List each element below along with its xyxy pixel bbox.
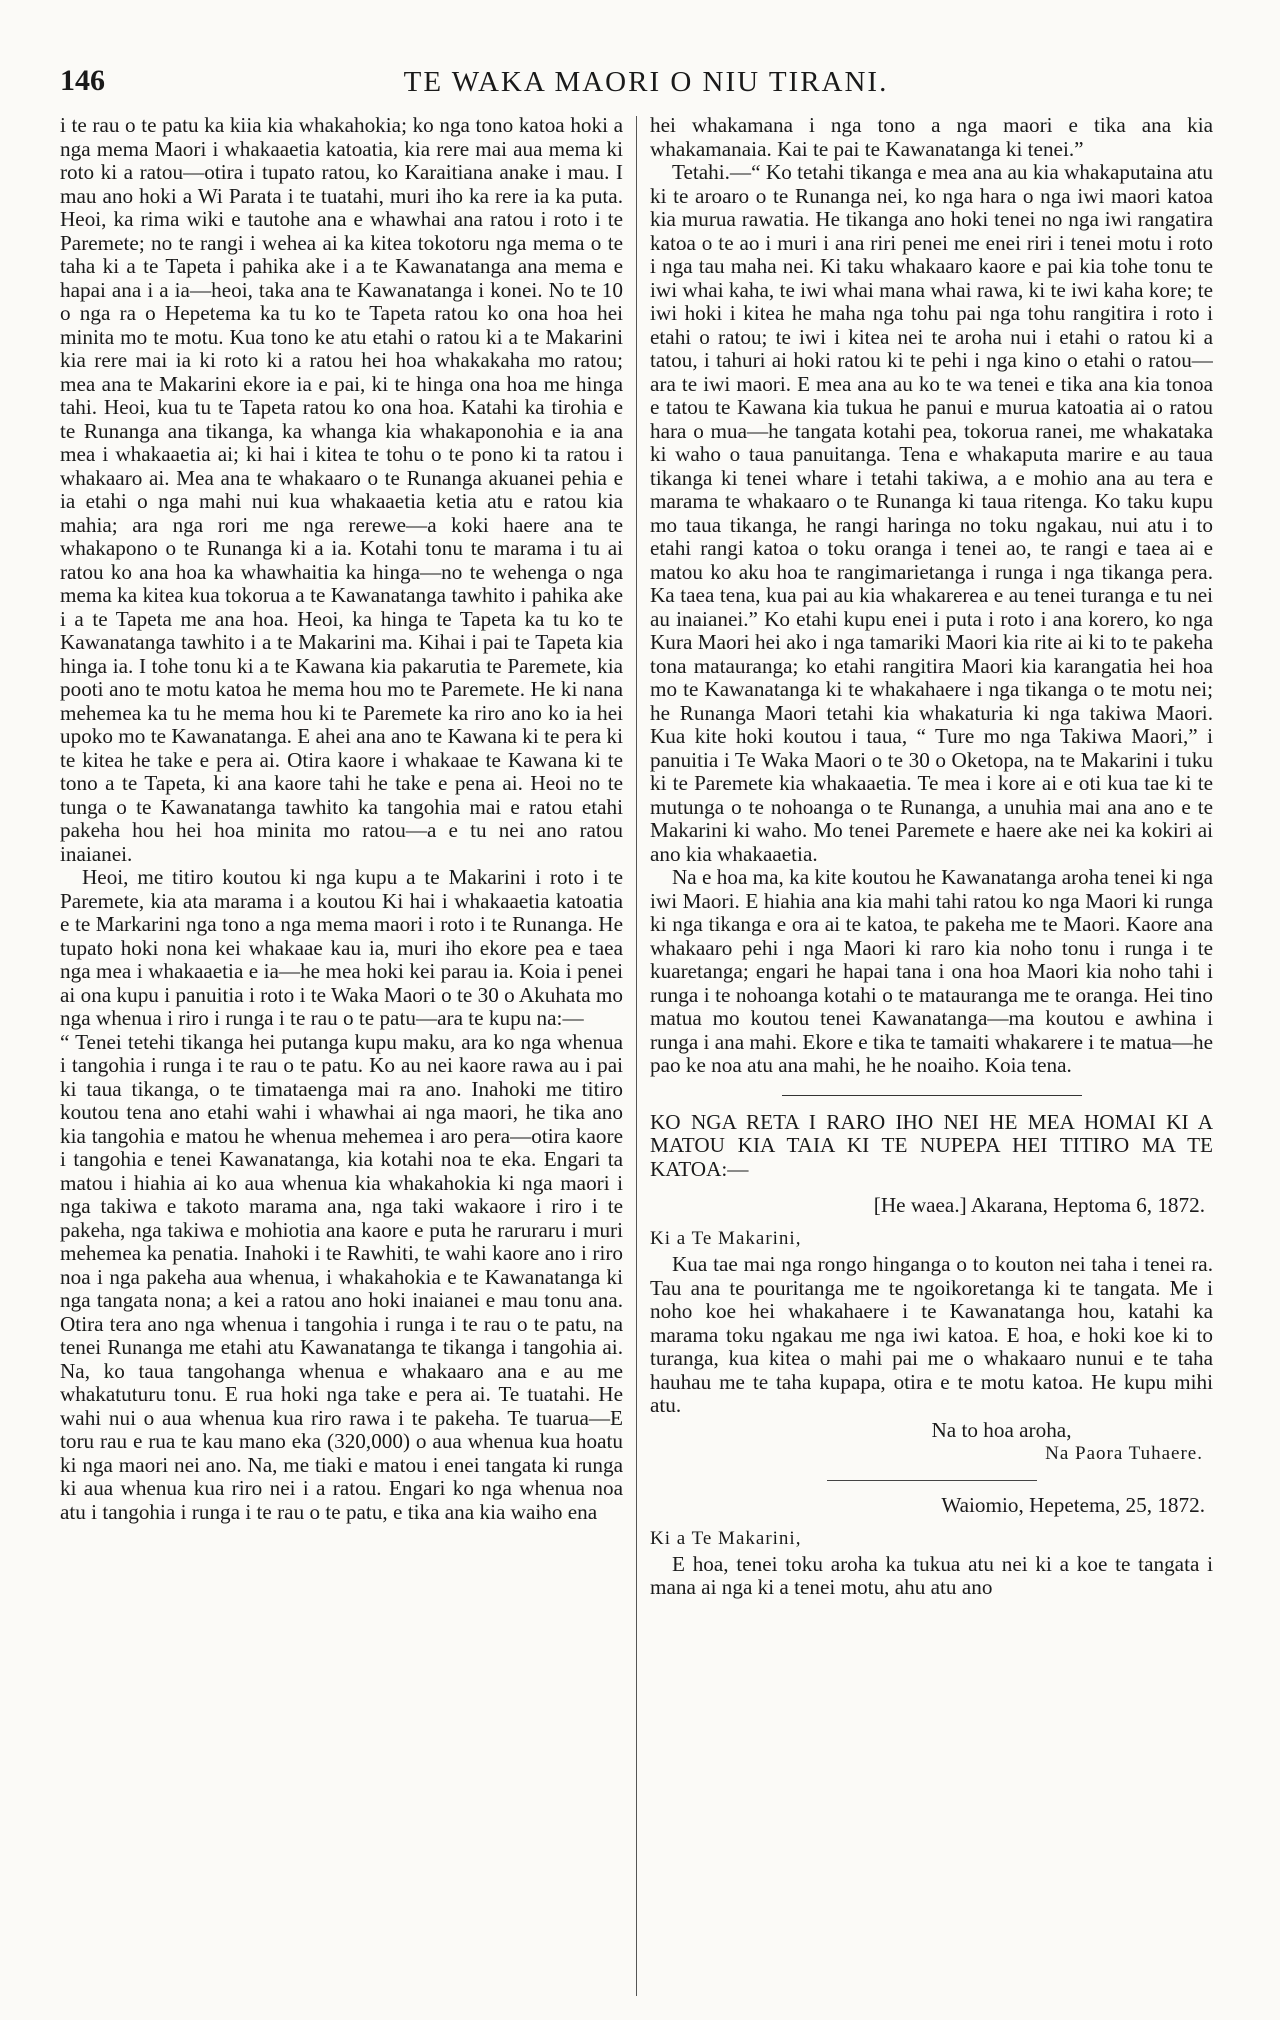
letter-rule (827, 1480, 1037, 1481)
letter2-dateline: Waiomio, Hepetema, 25, 1872. (941, 1492, 1205, 1517)
letter1-dateline: [He waea.] Akarana, Heptoma 6, 1872. (873, 1193, 1205, 1217)
right-column (650, 114, 1213, 1600)
section-rule (782, 1095, 1082, 1096)
left-quote: “ Tenei tetehi tikanga hei putanga kupu maku, ara ko nga whenua i tangohia i runga i te rau o te patu. Ko au nei kaore rawa au i pai ki taua tikanga, o te timataenga mai ra ano. Inahoki me titiro koutou tena ano etahi wahi i whawhai ai nga maori, he tika ano kia tangohia e matou he whenua mehemea i aro pera—otira kaore i tangohia e tenei Kawanatanga, kia kotahi noa te eka. Engari ta matou i hiahia ai ko aua whenua kia whakahokia ki nga maori i nga takiwa e takoto marama ana, nga taki wakaore i riro i te pakeha, nga takiwa e mohiotia ana kaore e puta he raruraru i muri mehemea ka penatia. Inahoki i te Rawhiti, te wahi kaore ano i riro noa i nga pakeha aua whenua, i whakahokia e te Kawanatanga ki nga tangata nona; a kei a ratou ano hoki inaianei e mau tonu ana. Otira tera ano nga whenua i tangohia i runga i te rau o te patu, na tenei Runanga me etahi atu Kawanatanga te tikanga i tangohia ai. Na, ko taua tangohanga whenua e whakaaro ana e au me whakatuturu tonu. E rua hoki nga take e pera ai. Te tuatahi. He wahi nui o aua whenua kua riro rawa i te pakeha. Te tuarua—E toru rau e rua te kau mano eka (320,000) o aua whenua kua hoatu ki nga maori nei ano. Na, me tiaki e matou i enei tangata ki runga ki aua whenua kua riro nei i a ratou. Engari ko nga whenua noa atu i tangohia i runga i te rau o te patu, e tika ana kia waiho ena (60, 1029, 623, 1524)
running-head (60, 62, 1232, 104)
letters-section-heading: KO NGA RETA I RARO IHO NEI HE MEA HOMAI KI A MATOU KIA TAIA KI TE NUPEPA HEI TITIRO MA TE KATOA:— (650, 1109, 1213, 1181)
letter1-signature: Na Paora Tuhaere. (1045, 1442, 1203, 1464)
right-paragraph-3: Na e hoa ma, ka kite koutou he Kawanatanga aroha tenei ki nga iwi Maori. E hiahia ana kia mahi tahi ratou ko nga Maori ki runga ki nga tikanga e ora ai te katoa, te pakeha me te Maori. Kaore ana whakaaro pehi i nga Maori ki raro kia noho tonu i runga i te kuaretanga; engari he hapai tana i ona hoa Maori kia noho tahi i runga i te nohoanga kotahi o te matauranga me te oranga. Hei tino matua mo koutou tenei Kawanatanga—ma koutou e awhina i runga i ana mahi. Ekore e tika te tamaiti whakarere i te matua—he pao ke noa atu ana mahi, he he noaiho. Koia tena. (650, 865, 1213, 1077)
letter1-salutation: Ki a Te Makarini, (650, 1228, 802, 1249)
right-paragraph-2: Tetahi.—“ Ko tetahi tikanga e mea ana au kia whakaputaina atu ki te aroaro o te Runanga nei, ko nga hara o nga iwi maori katoa kia murua rawatia. He tikanga ano hoki tenei no nga iwi rangatira katoa o te ao i muri i ana riri penei me enei riri i tenei motu i roto i nga tau maha nei. Ki taku whakaaro kaore e pai kia tohe tonu te iwi whai kaha, te iwi whai mana whai rawa, ki te iwi kaha kore; te iwi hoki i kitea he maha nga tohu pai nga tohu rangitira i roto i etahi o ratou; te iwi i kitea nei te aroha nui i etahi o ratou ki a tatou, i tahuri ai hoki ratou ki te pehi i nga kino o etahi o ratou—ara te iwi maori. E mea ana au ko te wa tenei e tika ana kia tonoa e tatou te Kawana kia tukua he panui e murua katoatia ai o ratou hara o mua—he tangata kotahi pea, tokorua ranei, me whakataka ki waho o taua panuitanga. Tena e whakaputa marire e au taua tikanga ki tenei whare i tetahi takiwa, a e mohio ana au tera e marama te whakaaro o te Runanga ki taua ritenga. Ko taku kupu mo taua tikanga, he rangi haringa no toku ngakau, nui atu i to etahi rangi katoa o toku oranga i tenei ao, te rangi e taea ai e matou ko aku hoa te rangimarietanga i runga i nga tikanga pera. Ka taea tena, kua pai au kia whakarerea e au tenei turanga e tu nei au inaianei.” Ko etahi kupu enei i puta i roto i ana korero, ko nga Kura Maori hei ako i nga tamariki Maori kia rite ai ki to te pakeha tona matauranga; ko etahi rangitira Maori kia karangatia hei hoa mo te Kawanatanga ki te whakahaere i nga tikanga o te motu nei; he Runanga Maori tetahi kia whakaturia ki nga takiwa Maori. Kua kite hoki koutou i taua, “ Ture mo nga Takiwa Maori,” i panuitia i Te Waka Maori o te 30 o Oketopa, na te Makarini i tuku ki te Paremete kia whakaaetia. Te mea i kore ai e oti kua tae ki te mutunga o te nohoanga o te Runanga, a unuhia mai ana ano e te Makarini ki waho. Mo tenei Paremete e haere ake nei ka kokiri ai ano kia whakaaetia. (650, 160, 1213, 866)
left-column (60, 114, 623, 1524)
journal-title: TE WAKA MAORI O NIU TIRANI. (403, 66, 889, 98)
letter1-closing: Na to hoa aroha, (931, 1417, 1072, 1442)
letter2-salutation: Ki a Te Makarini, (650, 1527, 802, 1549)
letter2-body: E hoa, tenei toku aroha ka tukua atu nei ki a koe te tangata i mana ai nga ki a tenei motu, ahu atu ano (650, 1551, 1213, 1599)
text-columns (60, 104, 1232, 2004)
column-divider (636, 116, 637, 1996)
left-paragraph-1: i te rau o te patu ka kiia kia whakahokia; ko nga tono katoa hoki a nga mema Maori i whakaaetia katoatia, kia rere mai aua mema ki roto ki a ratou—otira i tupato ratou, ko Karaitiana anake i mau. I mau ano hoki a Wi Parata i te tuatahi, muri iho ka rere ia ka puta. Heoi, ka rima wiki e tautohe ana e whawhai ana ratou i roto i te Paremete; no te rangi i wehea ai ka kitea tokotoru nga mema o te taha ki a te Tapeta i pahika ake i a te Kawanatanga ana mema e hapai ana i a ia—heoi, taka ana te Kawanatanga i konei. No te 10 o nga ra o Hepetema ka tu ko te Tapeta ratou ko ona hoa hei minita mo te motu. Kua tono ke atu etahi o ratou ki a te Makarini kia rere mai ia ki roto ki a ratou hei hoa whakakaha mo ratou; mea ana te Makarini ekore ia e pai, ki te hinga ona hoa me hinga tahi. Heoi, kua tu te Tapeta ratou ko ona hoa. Katahi ka tirohia e te Runanga ana tikanga, ka whanga kia whakaponohia e ia ana mea i whakaaetia ai; ki hai i kitea te tohu o te pono ki ta ratou i whakaaro ai. Mea ana te whakaaro o te Runanga akuanei pehia e ia etahi o nga mahi nui kua whakaaetia ketia atu e ratou kia mahia; ara nga rori me nga rerewe—a koki haere ana te whakapono o te Runanga ki a ia. Kotahi tonu te marama i tu ai ratou ko ana hoa ka whawhaitia ka hinga—no te wehenga o nga mema ka kitea kua tokorua a te Kawanatanga tawhito i pahika ake i a te Tapeta me ana hoa. Heoi, ka hinga te Tapeta ka tu ko te Kawanatanga tawhito i a te Makarini ma. Kihai i pai te Tapeta kia hinga ia. I tohe tonu ki a te Kawana kia pakarutia te Paremete, kia pooti ano te motu katoa he mema hou mo te Paremete. He ki nana mehemea ka tu he mema hou ki te Paremete ka riro ano ko ia hei upoko mo te Kawanatanga. E ahei ana ano te Kawana ki te pera ki te kitea he take e pera ai. Otira kaore i whakaae te Kawana ki te tono a te Tapeta, ki ana kaore tahi he take e pena ai. Heoi no te tunga o te Kawanatanga tawhito ka tangohia mai e ratou etahi pakeha hou hei hoa minita mo ratou—a e tu nei ano ratou inaianei. (60, 114, 623, 866)
letter1-body: Kua tae mai nga rongo hinganga o to kouton nei taha i tenei ra. Tau ana te pouritanga me te ngoikoretanga ki te tangata. Me i noho koe hei whakahaere i te Kawanatanga hou, katahi ka marama toku ngakau me nga iwi katoa. E hoa, e hoki koe ki to turanga, kua kitea o mahi pai me o whakaaro nunui e te taha hauhau me te taha kupapa, otira e te motu katoa. He kupu mihi atu. (650, 1252, 1213, 1417)
right-paragraph-1: hei whakamana i nga tono a nga maori e tika ana kia whakamanaia. Kai te pai te Kawanatanga ki tenei.” (650, 114, 1213, 161)
left-paragraph-2: Heoi, me titiro koutou ki nga kupu a te Makarini i roto i te Paremete, kia ata marama i a koutou Ki hai i whakaaetia katoatia e te Markarini nga tono a nga mema maori i roto i te Runanga. He tupato hoki nona kei whakaae kau ia, muri iho ekore pea e taea nga mea i whakaaetia e ia—he mea hoki kei parau ia. Koia i penei ai ona kupu i panuitia i roto i te Waka Maori o te 30 o Akuhata mo nga whenua i riro i runga i te rau o te patu—ara te kupu na:— (60, 865, 623, 1030)
page-number: 146 (60, 64, 105, 97)
